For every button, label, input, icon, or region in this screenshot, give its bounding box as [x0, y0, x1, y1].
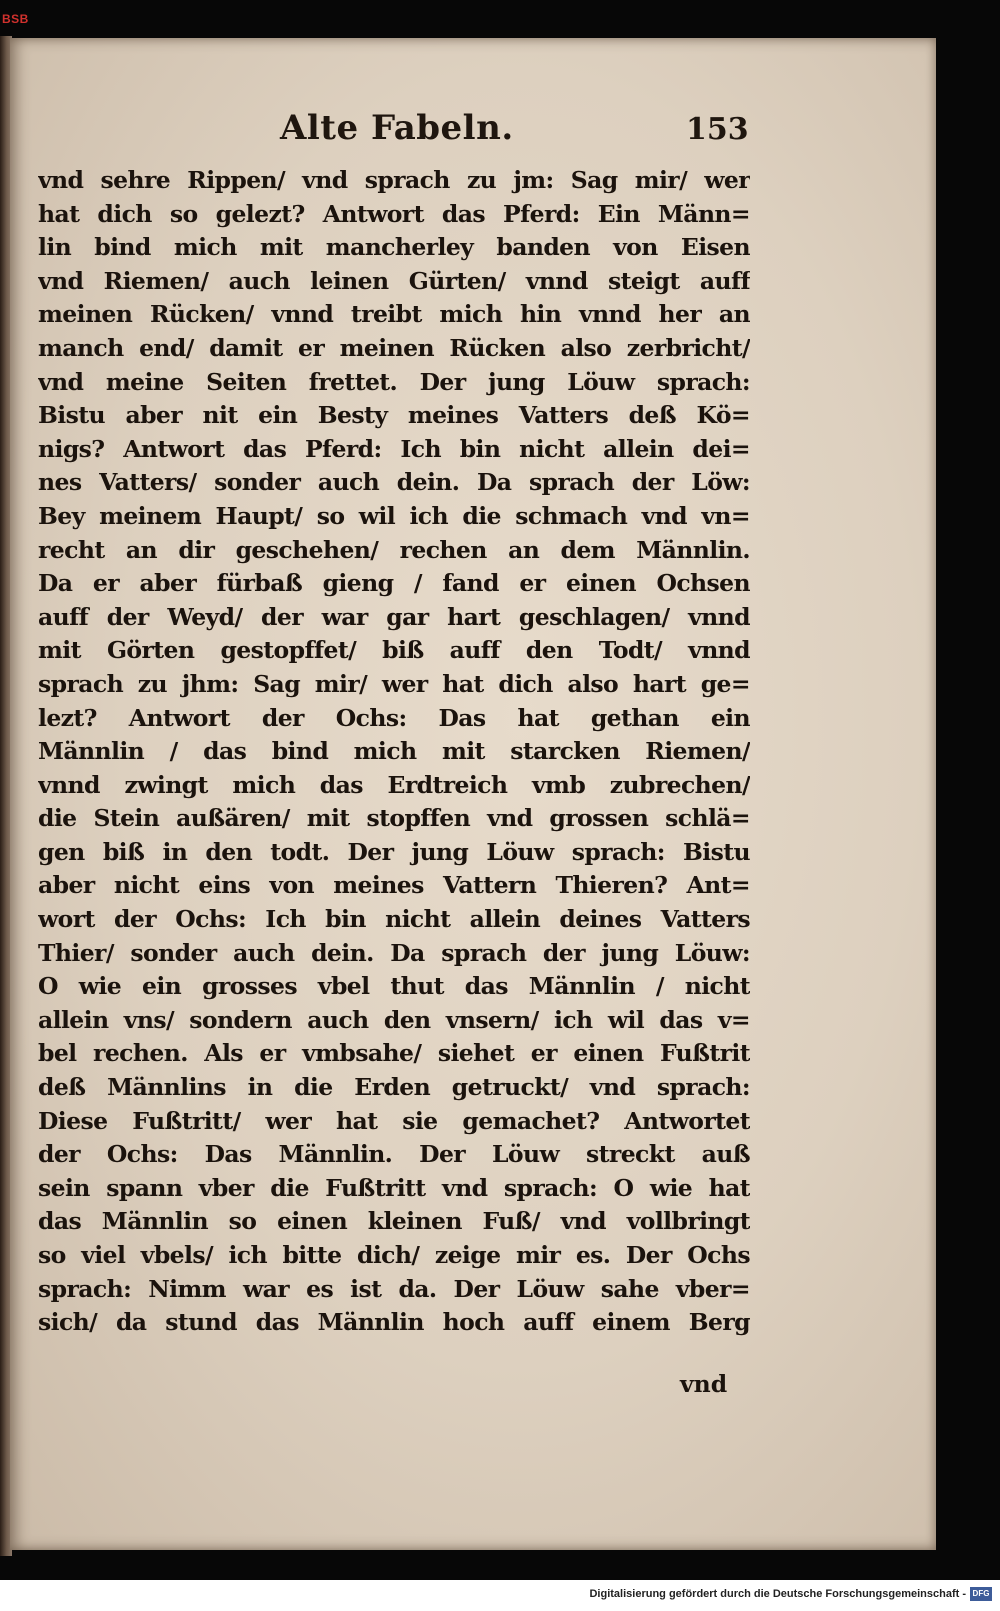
text-line: Diese Fußtritt/ wer hat sie gemachet? Antwortet [38, 1106, 750, 1135]
text-line: nes Vatters/ sonder auch dein. Da sprach der Löw: [38, 468, 750, 497]
text-line: Thier/ sonder auch dein. Da sprach der jung Löuw: [38, 938, 750, 967]
text-line: aber nicht eins von meines Vattern Thieren? Ant= [38, 871, 750, 900]
dfg-logo-icon: DFG [970, 1587, 992, 1601]
text-line: vnd sehre Rippen/ vnd sprach zu jm: Sag mir/ wer [38, 166, 750, 194]
text-line: bel rechen. Als er vmbsahe/ siehet er einen Fußtrit [38, 1039, 750, 1068]
text-line: wort der Ochs: Ich bin nicht allein deines Vatters [38, 905, 750, 934]
text-line: meinen Rücken/ vnnd treibt mich hin vnnd her an [38, 300, 750, 329]
library-mark: BSB [2, 12, 29, 26]
text-line: mit Görten gestopffet/ biß auff den Todt/ vnnd [38, 636, 750, 665]
footer-bar [0, 1580, 1000, 1611]
text-line: Bistu aber nit ein Besty meines Vatters deß Kö= [38, 401, 750, 430]
text-line: das Männlin so einen kleinen Fuß/ vnd vollbringt [38, 1207, 750, 1236]
text-line: Bey meinem Haupt/ so wil ich die schmach vnd vn= [38, 501, 750, 530]
catchword: vnd [680, 1370, 728, 1398]
text-line: so viel vbels/ ich bitte dich/ zeige mir es. Der Ochs [38, 1241, 750, 1269]
text-line: sich/ da stund das Männlin hoch auff einem Berg [38, 1308, 750, 1337]
text-line: auff der Weyd/ der war gar hart geschlagen/ vnnd [38, 602, 750, 631]
text-line: vnd meine Seiten frettet. Der jung Löuw sprach: [38, 367, 750, 396]
text-line: vnd Riemen/ auch leinen Gürten/ vnnd steigt auff [38, 266, 750, 295]
text-line: lezt? Antwort der Ochs: Das hat gethan ein [38, 703, 750, 732]
book-page [10, 38, 936, 1550]
funding-credit: Digitalisierung gefördert durch die Deutsche Forschungsgemeinschaft - [589, 1588, 966, 1600]
text-line: hat dich so gelezt? Antwort das Pferd: Ein Männ= [38, 199, 750, 228]
text-line: die Stein außären/ mit stopffen vnd grossen schlä= [38, 804, 750, 833]
text-line: Da er aber fürbaß gieng / fand er einen Ochsen [38, 569, 750, 598]
text-line: nigs? Antwort das Pferd: Ich bin nicht allein dei= [38, 434, 750, 463]
text-block [38, 164, 750, 1340]
text-line: deß Männlins in die Erden getruckt/ vnd sprach: [38, 1073, 750, 1102]
page-number: 153 [686, 112, 749, 147]
text-line: sprach zu jhm: Sag mir/ wer hat dich also hart ge= [38, 669, 750, 698]
text-line: gen biß in den todt. Der jung Löuw sprach: Bistu [38, 837, 750, 866]
text-line: O wie ein grosses vbel thut das Männlin / nicht [38, 972, 750, 1001]
text-line: vnnd zwingt mich das Erdtreich vmb zubrechen/ [38, 770, 750, 799]
text-line: sein spann vber die Fußtritt vnd sprach: O wie hat [38, 1173, 750, 1202]
text-line: Männlin / das bind mich mit starcken Riemen/ [38, 737, 750, 766]
text-line: allein vns/ sondern auch den vnsern/ ich wil das v= [38, 1005, 750, 1034]
text-line: sprach: Nimm war es ist da. Der Löuw sahe vber= [38, 1274, 750, 1303]
text-line: lin bind mich mit mancherley banden von Eisen [38, 233, 750, 262]
text-line: der Ochs: Das Männlin. Der Löuw streckt auß [38, 1140, 750, 1169]
text-line: manch end/ damit er meinen Rücken also zerbricht/ [38, 333, 750, 362]
running-head: Alte Fabeln. [280, 108, 514, 148]
text-line: recht an dir geschehen/ rechen an dem Männlin. [38, 535, 750, 564]
